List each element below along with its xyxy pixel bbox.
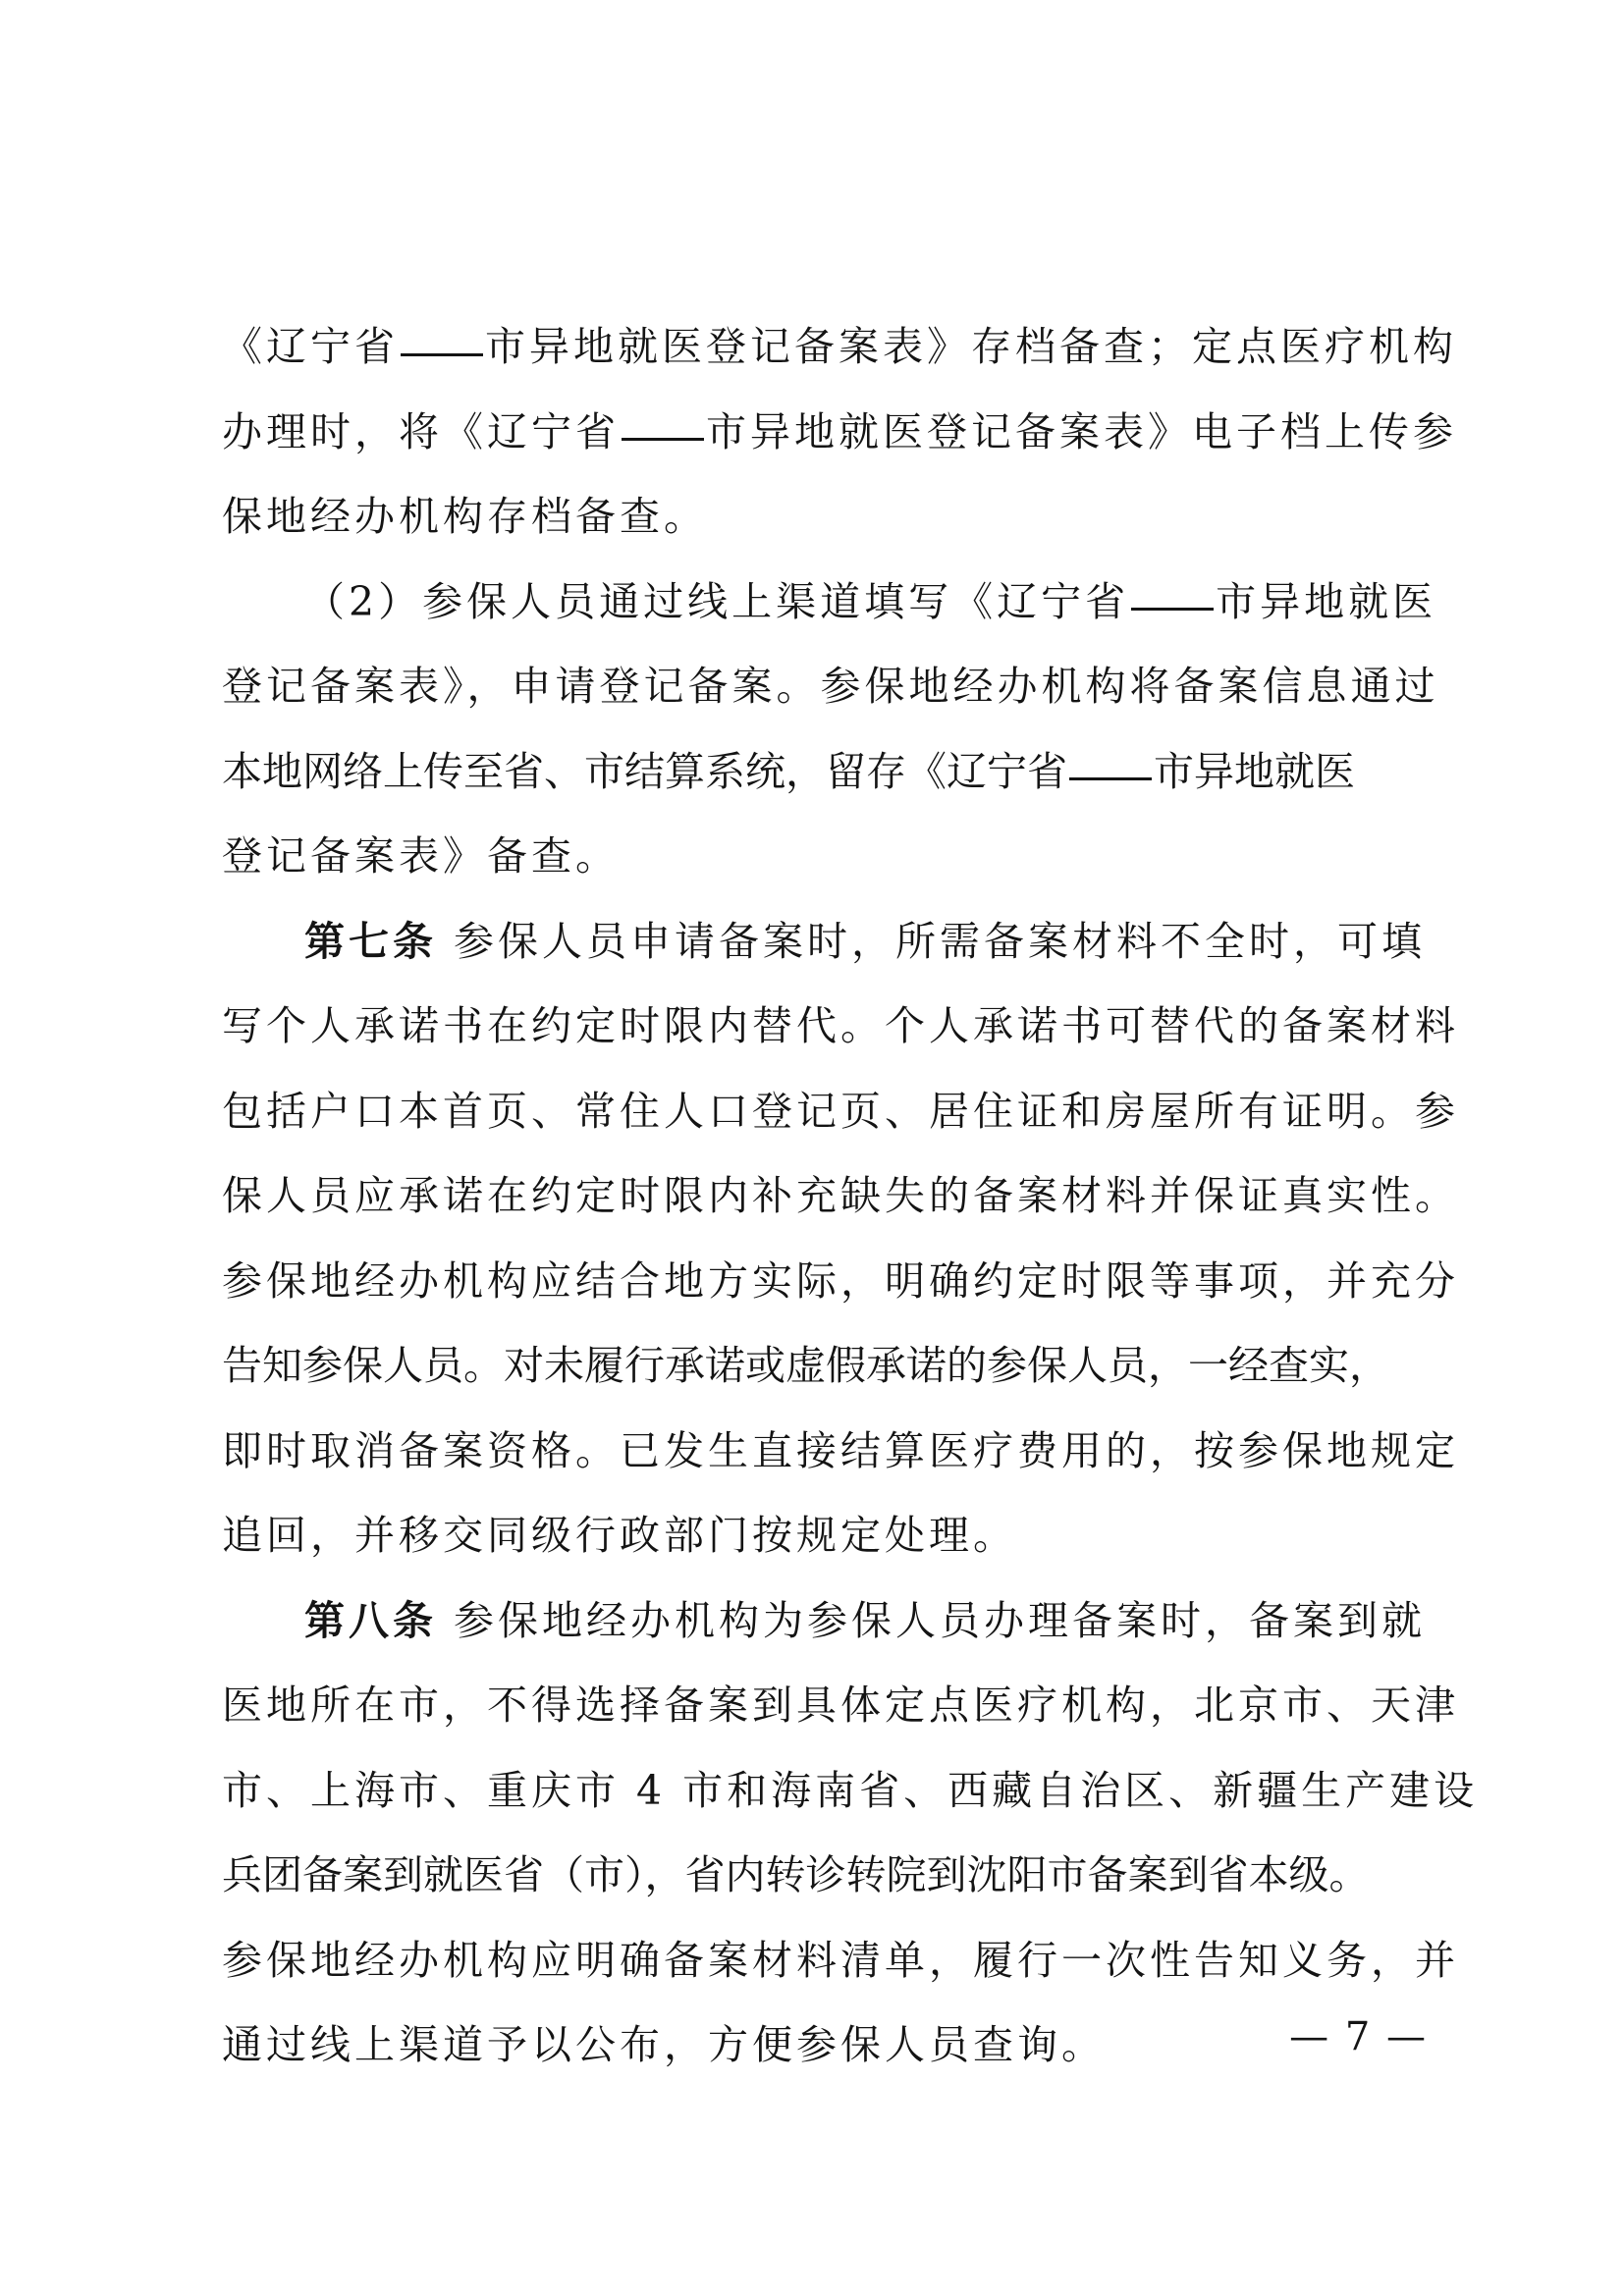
line-text: 保人员应承诺在约定时限内补充缺失的备案材料并保证真实性。 [222, 1172, 1459, 1219]
line-text: 登记备案表》，申请登记备案。参保地经办机构将备案信息通过 [222, 663, 1439, 710]
page-number: — 7 — [1289, 2014, 1428, 2059]
line-text: 《辽宁省 [222, 323, 399, 370]
body-text [222, 304, 1479, 2088]
text-line [222, 1153, 1459, 1239]
text-line [222, 1409, 1459, 1494]
text-line [222, 1493, 1430, 1578]
line-text: （2）参保人员通过线上渠道填写《辽宁省 [304, 577, 1130, 625]
text-line [222, 1663, 1459, 1748]
text-line [222, 2002, 1430, 2088]
line-text: 追回，并移交同级行政部门按规定处理。 [222, 1512, 1017, 1559]
line-text: 参保人员申请备案时，所需备案材料不全时，可填 [437, 917, 1427, 965]
text-line [222, 984, 1459, 1069]
line-text: 通过线上渠道予以公布，方便参保人员查询。 [222, 2021, 1106, 2068]
fill-in-blank [622, 436, 704, 441]
line-text: 保地经办机构存档备查。 [222, 493, 708, 540]
line-text: 市异地就医 [1216, 577, 1437, 625]
line-text: 参保地经办机构应结合地方实际，明确约定时限等事项，并充分 [222, 1256, 1459, 1305]
line-text: 即时取消备案资格。已发生直接结算医疗费用的，按参保地规定 [222, 1426, 1459, 1474]
line-text: 登记备案表》备查。 [222, 832, 620, 880]
text-line [222, 304, 1457, 390]
text-line [222, 390, 1457, 475]
line-text: 市、上海市、重庆市 4 市和海南省、西藏自治区、新疆生产建设 [222, 1766, 1479, 1814]
line-text: 兵团备案到就医省（市），省内转诊转院到沈阳市备案到省本级。 [222, 1851, 1370, 1898]
text-line [222, 729, 1430, 815]
fill-in-blank [401, 351, 483, 356]
line-text: 市异地就医 [1154, 747, 1355, 795]
text-line [222, 814, 1430, 899]
text-line [222, 1069, 1459, 1154]
line-text: 参保地经办机构为参保人员办理备案时，备案到就 [437, 1596, 1427, 1644]
text-line [222, 560, 1437, 645]
line-text: 本地网络上传至省、市结算系统，留存《辽宁省 [222, 747, 1067, 795]
fill-in-blank [1131, 606, 1214, 611]
text-line [222, 644, 1439, 729]
article-heading: 第七条 [304, 917, 437, 965]
line-text: 医地所在市，不得选择备案到具体定点医疗机构，北京市、天津 [222, 1682, 1459, 1729]
line-text: 包括户口本首页、常住人口登记页、居住证和房屋所有证明。参 [222, 1087, 1459, 1135]
line-text: 办理时，将《辽宁省 [222, 407, 620, 455]
text-line [222, 474, 1430, 560]
text-line [222, 1918, 1459, 2003]
text-line [222, 1239, 1459, 1324]
line-text: 告知参保人员。对未履行承诺或虚假承诺的参保人员，一经查实， [222, 1342, 1389, 1389]
line-text: 市异地就医登记备案表》存档备查；定点医疗机构 [485, 323, 1457, 370]
article-7-first-line [222, 899, 1430, 985]
line-text: 写个人承诺书在约定时限内替代。个人承诺书可替代的备案材料 [222, 1002, 1459, 1049]
text-line [222, 1323, 1430, 1409]
fill-in-blank [1069, 775, 1152, 780]
line-text: 参保地经办机构应明确备案材料清单，履行一次性告知义务，并 [222, 1936, 1459, 1984]
text-line [222, 1748, 1479, 1834]
text-line [222, 1833, 1430, 1918]
line-text: 市异地就医登记备案表》电子档上传参 [706, 407, 1457, 455]
article-8-first-line [222, 1578, 1430, 1664]
article-heading: 第八条 [304, 1596, 437, 1644]
